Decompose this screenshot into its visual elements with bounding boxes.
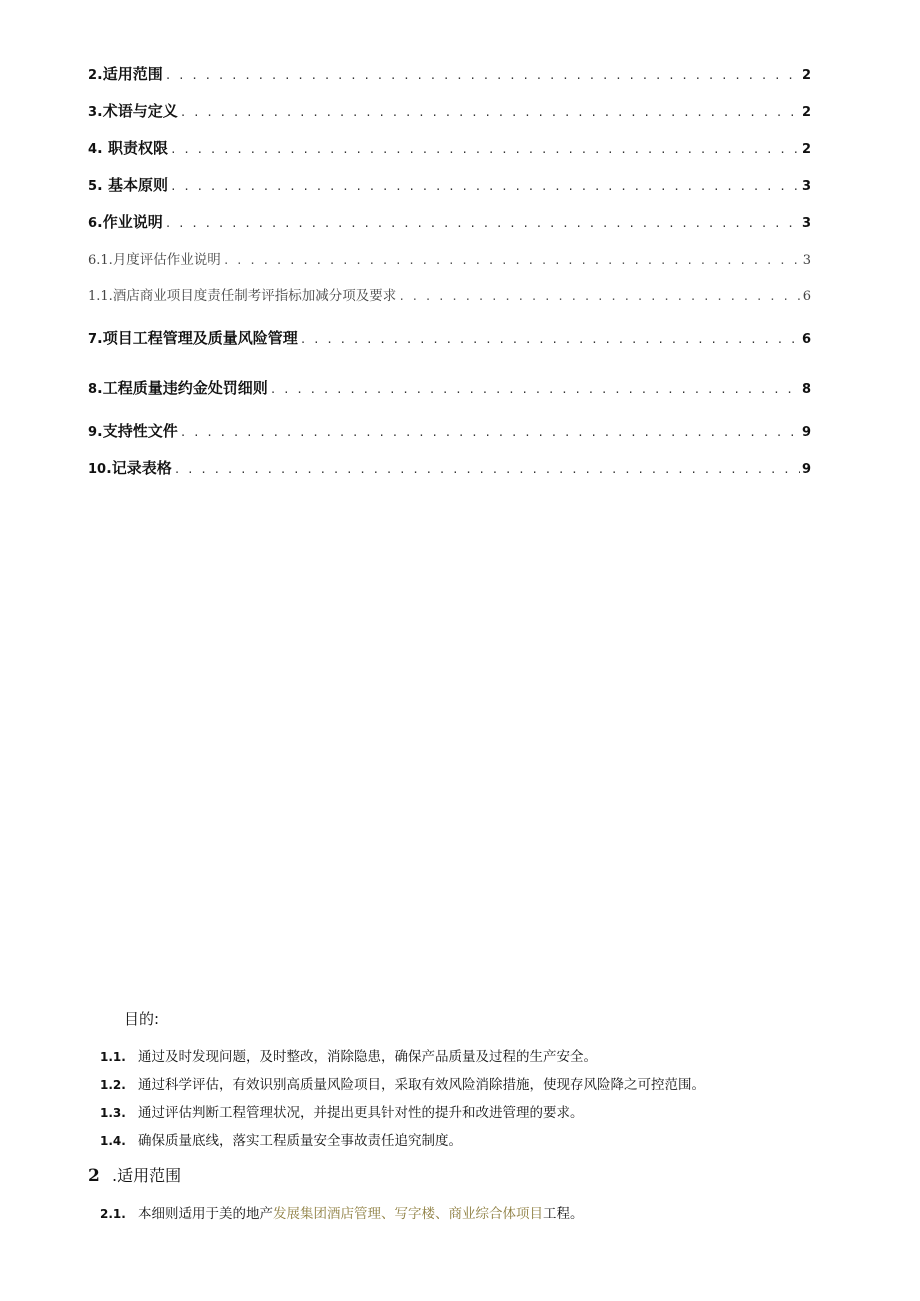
toc-page-number: 2 [801, 142, 811, 157]
toc-leader-dots [223, 254, 801, 267]
item-number: 2.1. [100, 1207, 126, 1221]
toc-title: . 职责权限 [97, 139, 168, 157]
toc-leader-dots [165, 217, 800, 230]
toc-title: .支持性文件 [97, 422, 178, 440]
toc-page-number: 6 [802, 289, 811, 304]
toc-entry-2[interactable] [88, 63, 811, 84]
item-number: 1.2. [100, 1078, 126, 1092]
toc-leader-dots [180, 426, 800, 439]
item-number: 1.3. [100, 1106, 126, 1120]
toc-number: 4 [88, 142, 98, 157]
toc-title: 月度评估作业说明 [112, 252, 221, 268]
toc-leader-dots [165, 69, 800, 82]
item-number: 1.1. [100, 1050, 126, 1064]
toc-number: 3 [88, 105, 98, 120]
item-text: 确保质量底线，落实工程质量安全事故责任追究制度。 [138, 1133, 462, 1149]
section-number: 2 [88, 1166, 100, 1186]
toc-number: 10 [88, 462, 107, 477]
scope-item [100, 1202, 584, 1222]
toc-leader-dots [174, 463, 800, 476]
toc-page-number: 3 [801, 216, 811, 231]
toc-entry-9[interactable] [88, 420, 811, 441]
toc-leader-dots [398, 290, 800, 303]
scope-heading [88, 1163, 181, 1186]
item-text-end: 工程。 [543, 1206, 584, 1222]
item-text: 通过评估判断工程管理状况，并提出更具针对性的提升和改进管理的要求。 [138, 1105, 584, 1121]
toc-entry-5[interactable] [88, 174, 811, 195]
toc-title: .工程质量违约金处罚细则 [97, 379, 268, 397]
toc-leader-dots [270, 383, 800, 396]
toc-number: 2 [88, 68, 98, 83]
section-title: .适用范围 [112, 1166, 182, 1185]
purpose-item [100, 1073, 705, 1093]
toc-leader-dots [180, 106, 800, 119]
item-text-start: 本细则适用于美的地产 [138, 1206, 273, 1222]
toc-entry-6[interactable] [88, 211, 811, 232]
item-text: 通过及时发现问题，及时整改，消除隐患，确保产品质量及过程的生产安全。 [138, 1049, 597, 1065]
toc-page-number: 8 [801, 382, 811, 397]
toc-title: .记录表格 [106, 459, 172, 477]
item-text-highlight: 发展集团酒店管理、写字楼、商业综合体项目 [273, 1206, 543, 1222]
toc-entry-10[interactable] [88, 457, 811, 478]
toc-leader-dots [170, 143, 800, 156]
toc-entry-1-1[interactable] [88, 284, 811, 304]
toc-page-number: 3 [801, 179, 811, 194]
toc-number: 8 [88, 382, 98, 397]
toc-page-number: 3 [802, 253, 811, 268]
toc-page-number: 6 [801, 332, 811, 347]
toc-number: 5 [88, 179, 98, 194]
purpose-item [100, 1129, 462, 1149]
toc-leader-dots [170, 180, 800, 193]
toc-title: .作业说明 [97, 213, 163, 231]
toc-title: .术语与定义 [97, 102, 178, 120]
item-number: 1.4. [100, 1134, 126, 1148]
toc-number: 9 [88, 425, 98, 440]
toc-entry-8[interactable] [88, 377, 811, 398]
toc-page-number: 2 [801, 68, 811, 83]
toc-number: 6.1. [88, 253, 113, 268]
toc-number: 6 [88, 216, 98, 231]
toc-title: 酒店商业项目度责任制考评指标加减分项及要求 [112, 288, 397, 304]
toc-page-number: 2 [801, 105, 811, 120]
toc-leader-dots [300, 333, 800, 346]
purpose-heading: 目的: [124, 1010, 160, 1028]
toc-page-number: 9 [801, 425, 811, 440]
toc-number: 1.1. [88, 289, 113, 304]
toc-entry-7[interactable] [88, 327, 811, 348]
toc-title: .适用范围 [97, 65, 163, 83]
item-text: 通过科学评估，有效识别高质量风险项目，采取有效风险消除措施，使现存风险降之可控范围。 [138, 1077, 705, 1093]
toc-entry-6-1[interactable] [88, 248, 811, 268]
toc-number: 7 [88, 332, 98, 347]
purpose-item [100, 1045, 597, 1065]
toc-page-number: 9 [801, 462, 811, 477]
toc-entry-4[interactable] [88, 137, 811, 158]
toc-title: .项目工程管理及质量风险管理 [97, 329, 298, 347]
toc-title: . 基本原则 [97, 176, 168, 194]
toc-entry-3[interactable] [88, 100, 811, 121]
purpose-item [100, 1101, 584, 1121]
